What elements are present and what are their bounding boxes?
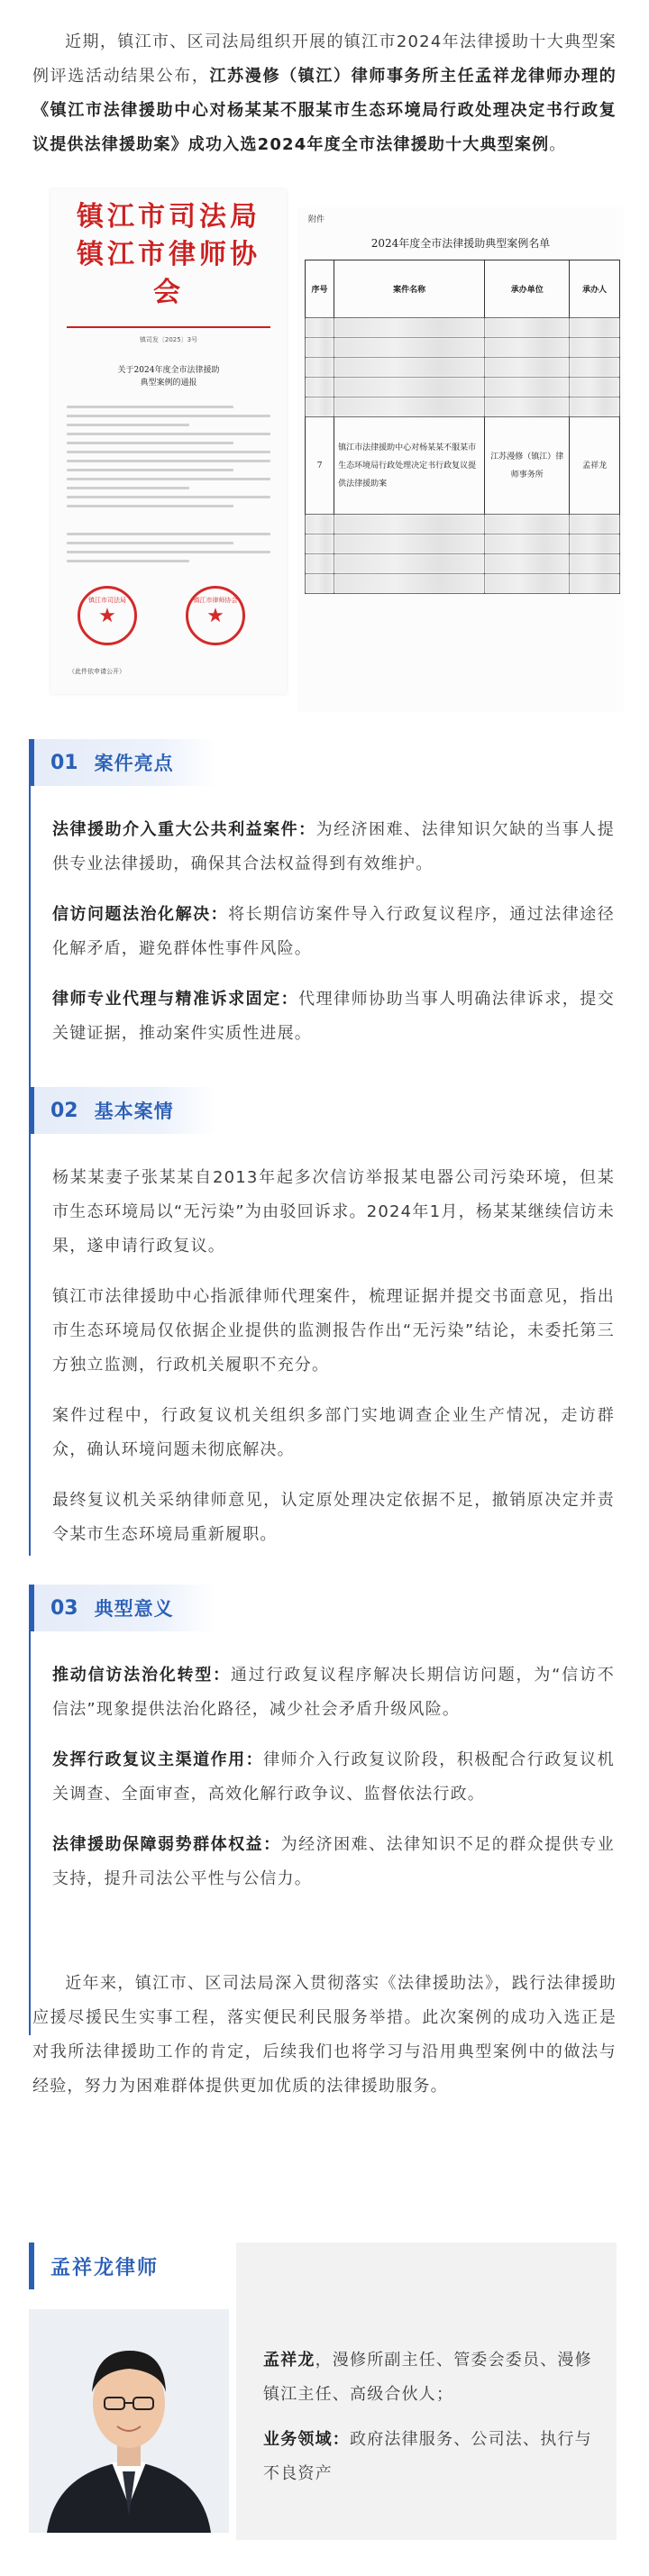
attachment-label: 附件 (308, 215, 325, 224)
list-item: 发挥行政复议主渠道作用：律师介入行政复议阶段，积极配合行政复议机关调查、全面审查，高效化解行政争议、监督依法行政。 (52, 1750, 616, 1804)
lawyer-card-header (29, 2243, 159, 2289)
list-item: 信访问题法治化解决：将长期信访案件导入行政复议程序，通过法律途径化解矛盾，避免群体性事件风险。 (52, 905, 615, 958)
section-number: 01 (50, 751, 78, 774)
doc-title-line2: 典型案例的通报 (140, 379, 197, 388)
lawyer-title: 孟祥龙律师 (50, 2256, 160, 2279)
section-basic-facts (29, 1087, 615, 1585)
seal-lawyers-association-icon: 镇江市律师协会 ★ (186, 586, 245, 645)
lawyer-info (263, 2343, 599, 2491)
lawyer-practice-areas: 业务领域：政府法律服务、公司法、执行与不良资产 (263, 2430, 592, 2483)
list-item: 杨某某妻子张某某自2013年起多次信访举报某电器公司污染环境，但某市生态环境局以“无污染”为由驳回诉求。2024年1月，杨某某继续信访未果，遂申请行政复议。 (52, 1168, 615, 1256)
list-item: 案件过程中，行政复议机关组织多部门实地调查企业生产情况，走访群众，确认环境问题未彻底解决。 (52, 1406, 615, 1459)
case-list-table (305, 260, 620, 594)
lawyer-photo (29, 2309, 229, 2533)
doc-title (67, 364, 270, 389)
section-highlights (29, 739, 615, 1087)
lawyer-bio: 孟祥龙，漫修所副主任、管委会委员、漫修镇江主任、高级合伙人； (263, 2351, 592, 2404)
doc-red-divider (67, 326, 270, 328)
closing-text: 近年来，镇江市、区司法局深入贯彻落实《法律援助法》，践行法律援助应援尽援民生实事工程，落实便民利民服务举措。此次案例的成功入选正是对我所法律援助工作的肯定，后续我们也将学习与沿用典型案例中的做法与经验，努力为困难群体提供更加优质的法律援助服务。 (32, 1974, 617, 2096)
list-item: 法律援助介入重大公共利益案件：为经济困难、法律知识欠缺的当事人提供专业法律援助，确保其合法权益得到有效维护。 (52, 820, 615, 873)
section-title: 基本案情 (94, 1101, 174, 1122)
list-item: 推动信访法治化转型：通过行政复议程序解决长期信访问题，为“信访不信法”现象提供法治化路径，减少社会矛盾升级风险。 (52, 1666, 616, 1719)
table-row (306, 417, 620, 515)
intro-paragraph (0, 0, 649, 162)
list-item: 法律援助保障弱势群体权益：为经济困难、法律知识不足的群众提供专业支持，提升司法公平性与公信力。 (52, 1835, 615, 1888)
cell-unit: 江苏漫修（镇江）律师事务所 (485, 417, 570, 515)
section-title: 典型意义 (94, 1598, 174, 1620)
intro-text-end: 。 (549, 135, 567, 154)
table-header-row (306, 260, 620, 318)
doc-footer: （此件依申请公开） (69, 668, 125, 675)
doc-title-line1: 关于2024年度全市法律援助 (117, 366, 220, 375)
case-list-title: 2024年度全市法律援助典型案例名单 (370, 237, 551, 250)
section-header-03 (29, 1585, 216, 1631)
section-title: 案件亮点 (94, 753, 174, 774)
doc-body-lines (67, 406, 270, 562)
cell-no: 7 (306, 417, 334, 515)
list-item: 律师专业代理与精准诉求固定：代理律师协助当事人明确法律诉求，提交关键证据，推动案件实质性进展。 (52, 990, 615, 1043)
intro-text-bold: 江苏漫修（镇江）律师事务所主任孟祥龙律师办理的《镇江市法律援助中心对杨某某不服某市生态环境局行政处理决定书行政复议提供法律援助案》成功入选2024年度全市法律援助十大典型案例 (32, 67, 617, 154)
seal-judicial-bureau-icon: 镇江市司法局 ★ (78, 586, 137, 645)
case-list-image (297, 207, 624, 712)
cell-person: 孟祥龙 (570, 417, 620, 515)
section-number: 03 (50, 1596, 78, 1620)
notice-document-image (50, 189, 287, 694)
list-item: 最终复议机关采纳律师意见，认定原处理决定依据不足，撤销原决定并责令某市生态环境局重新履职。 (52, 1491, 615, 1544)
closing-paragraph (0, 1941, 649, 2104)
section-significance (29, 1585, 615, 1896)
th-unit: 承办单位 (485, 260, 570, 318)
th-person: 承办人 (570, 260, 620, 318)
doc-number: 镇司发〔2025〕3号 (139, 336, 198, 343)
section-number: 02 (50, 1099, 78, 1122)
th-no: 序号 (306, 260, 334, 318)
doc-header-line1: 镇江市司法局 (77, 201, 261, 233)
th-case: 案件名称 (334, 260, 485, 318)
doc-header-line2: 镇江市律师协会 (77, 239, 261, 308)
cell-case: 镇江市法律援助中心对杨某某不服某市生态环境局行政处理决定书行政复议提供法律援助案 (334, 417, 485, 515)
lawyer-card (29, 2243, 617, 2540)
section-header-02 (29, 1087, 216, 1134)
document-images (0, 189, 649, 739)
section-header-01 (29, 739, 216, 786)
intro-text-a: 近期，镇江市、区司法局组织开展的镇江市2024年法律援助十大典型案例评选活动结果公布， (32, 32, 617, 86)
list-item: 镇江市法律援助中心指派律师代理案件，梳理证据并提交书面意见，指出市生态环境局仅依据企业提供的监测报告作出“无污染”结论，未委托第三方独立监测，行政机关履职不充分。 (52, 1287, 615, 1375)
portrait-icon (29, 2309, 229, 2533)
